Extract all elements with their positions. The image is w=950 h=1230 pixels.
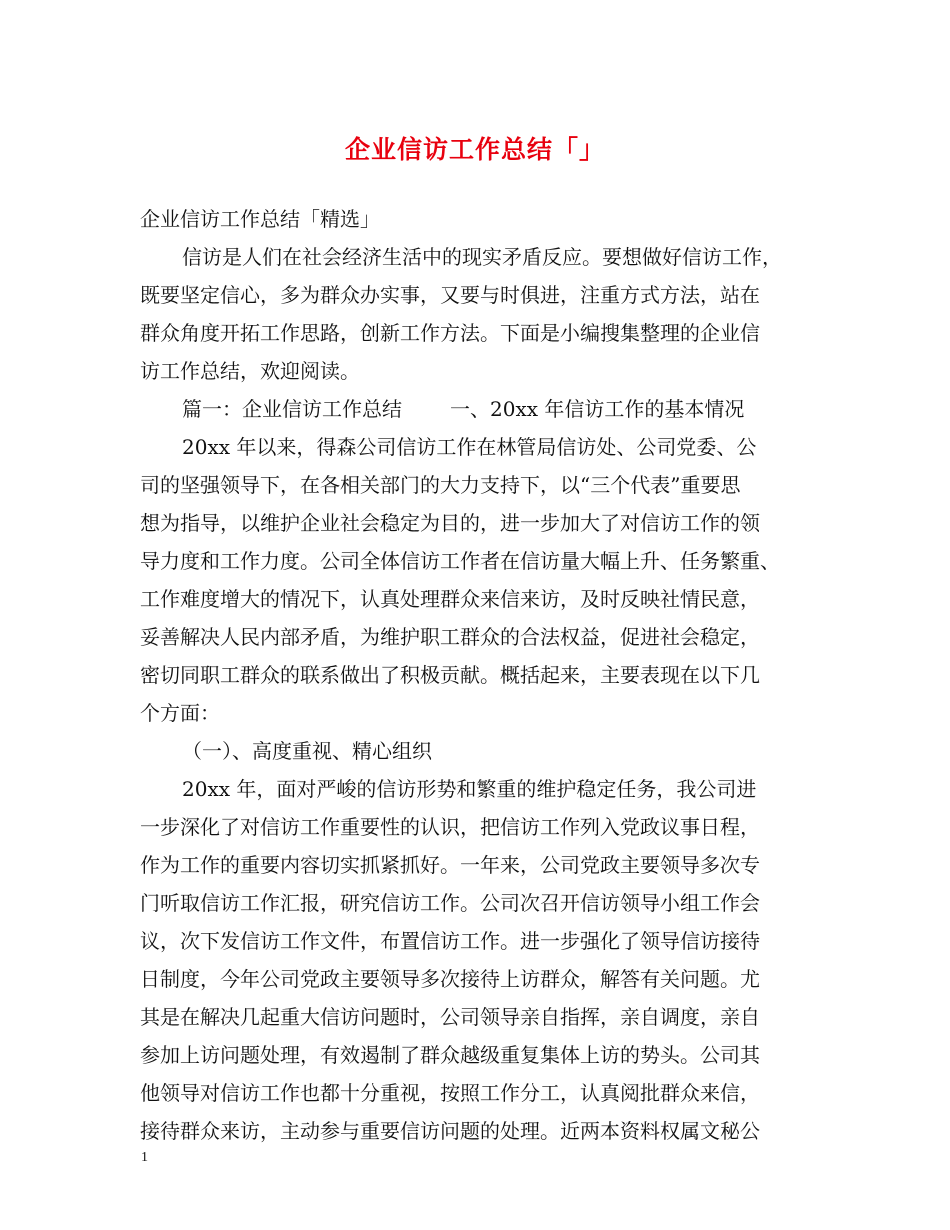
paragraph-line: 司的坚强领导下，在各相关部门的大力支持下，以“三个代表”重要思 bbox=[140, 473, 741, 497]
page-number: 1 bbox=[141, 1150, 148, 1165]
paragraph-line: 导力度和工作力度。公司全体信访工作者在信访量大幅上升、任务繁重、 bbox=[140, 549, 780, 573]
document-title: 企业信访工作总结「」 bbox=[344, 135, 605, 164]
paragraph-line: 工作难度增大的情况下，认真处理群众来信来访，及时反映社情民意， bbox=[140, 587, 760, 611]
paragraph-line: 群众角度开拓工作思路，创新工作方法。下面是小编搜集整理的企业信 bbox=[140, 321, 760, 345]
paragraph-line: 议，次下发信访工作文件，布置信访工作。进一步强化了领导信访接待 bbox=[140, 929, 760, 953]
paragraph-line: 门听取信访工作汇报，研究信访工作。公司次召开信访领导小组工作会 bbox=[140, 891, 760, 915]
section-heading-line bbox=[140, 390, 830, 428]
paragraph-line: 接待群众来访，主动参与重要信访问题的处理。近两本资料权属文秘公 bbox=[140, 1119, 760, 1143]
section-heading: 篇一：企业信访工作总结 bbox=[182, 397, 402, 421]
document-body bbox=[140, 200, 830, 1150]
paragraph-line: 密切同职工群众的联系做出了积极贡献。概括起来，主要表现在以下几 bbox=[140, 663, 760, 687]
paragraph-line: 作为工作的重要内容切实抓紧抓好。一年来，公司党政主要领导多次专 bbox=[140, 853, 760, 877]
paragraph-line: 信访是人们在社会经济生活中的现实矛盾反应。要想做好信访工作， bbox=[182, 245, 782, 269]
subsection-heading: （一）、高度重视、精心组织 bbox=[182, 739, 432, 763]
paragraph-line: 个方面： bbox=[140, 701, 220, 725]
paragraph-line: 既要坚定信心，多为群众办实事，又要与时俱进，注重方式方法，站在 bbox=[140, 283, 760, 307]
paragraph-line: 妥善解决人民内部矛盾，为维护职工群众的合法权益，促进社会稳定， bbox=[140, 625, 760, 649]
paragraph-line: 他领导对信访工作也都十分重视，按照工作分工，认真阅批群众来信， bbox=[140, 1081, 760, 1105]
paragraph-line: 其是在解决几起重大信访问题时，公司领导亲自指挥，亲自调度，亲自 bbox=[140, 1005, 760, 1029]
subtitle-line: 企业信访工作总结「精选」 bbox=[140, 207, 380, 231]
paragraph-line: 想为指导，以维护企业社会稳定为目的，进一步加大了对信访工作的领 bbox=[140, 511, 760, 535]
paragraph-line: 一步深化了对信访工作重要性的认识，把信访工作列入党政议事日程， bbox=[140, 815, 760, 839]
paragraph-line: 20xx 年，面对严峻的信访形势和繁重的维护稳定任务，我公司进 bbox=[182, 777, 757, 801]
paragraph-line: 20xx 年以来，得森公司信访工作在林管局信访处、公司党委、公 bbox=[182, 435, 757, 459]
paragraph-line: 访工作总结，欢迎阅读。 bbox=[140, 359, 360, 383]
section-subheading: 一、20xx 年信访工作的基本情况 bbox=[450, 397, 745, 421]
paragraph-line: 日制度，今年公司党政主要领导多次接待上访群众，解答有关问题。尤 bbox=[140, 967, 760, 991]
paragraph-line: 参加上访问题处理，有效遏制了群众越级重复集体上访的势头。公司其 bbox=[140, 1043, 760, 1067]
